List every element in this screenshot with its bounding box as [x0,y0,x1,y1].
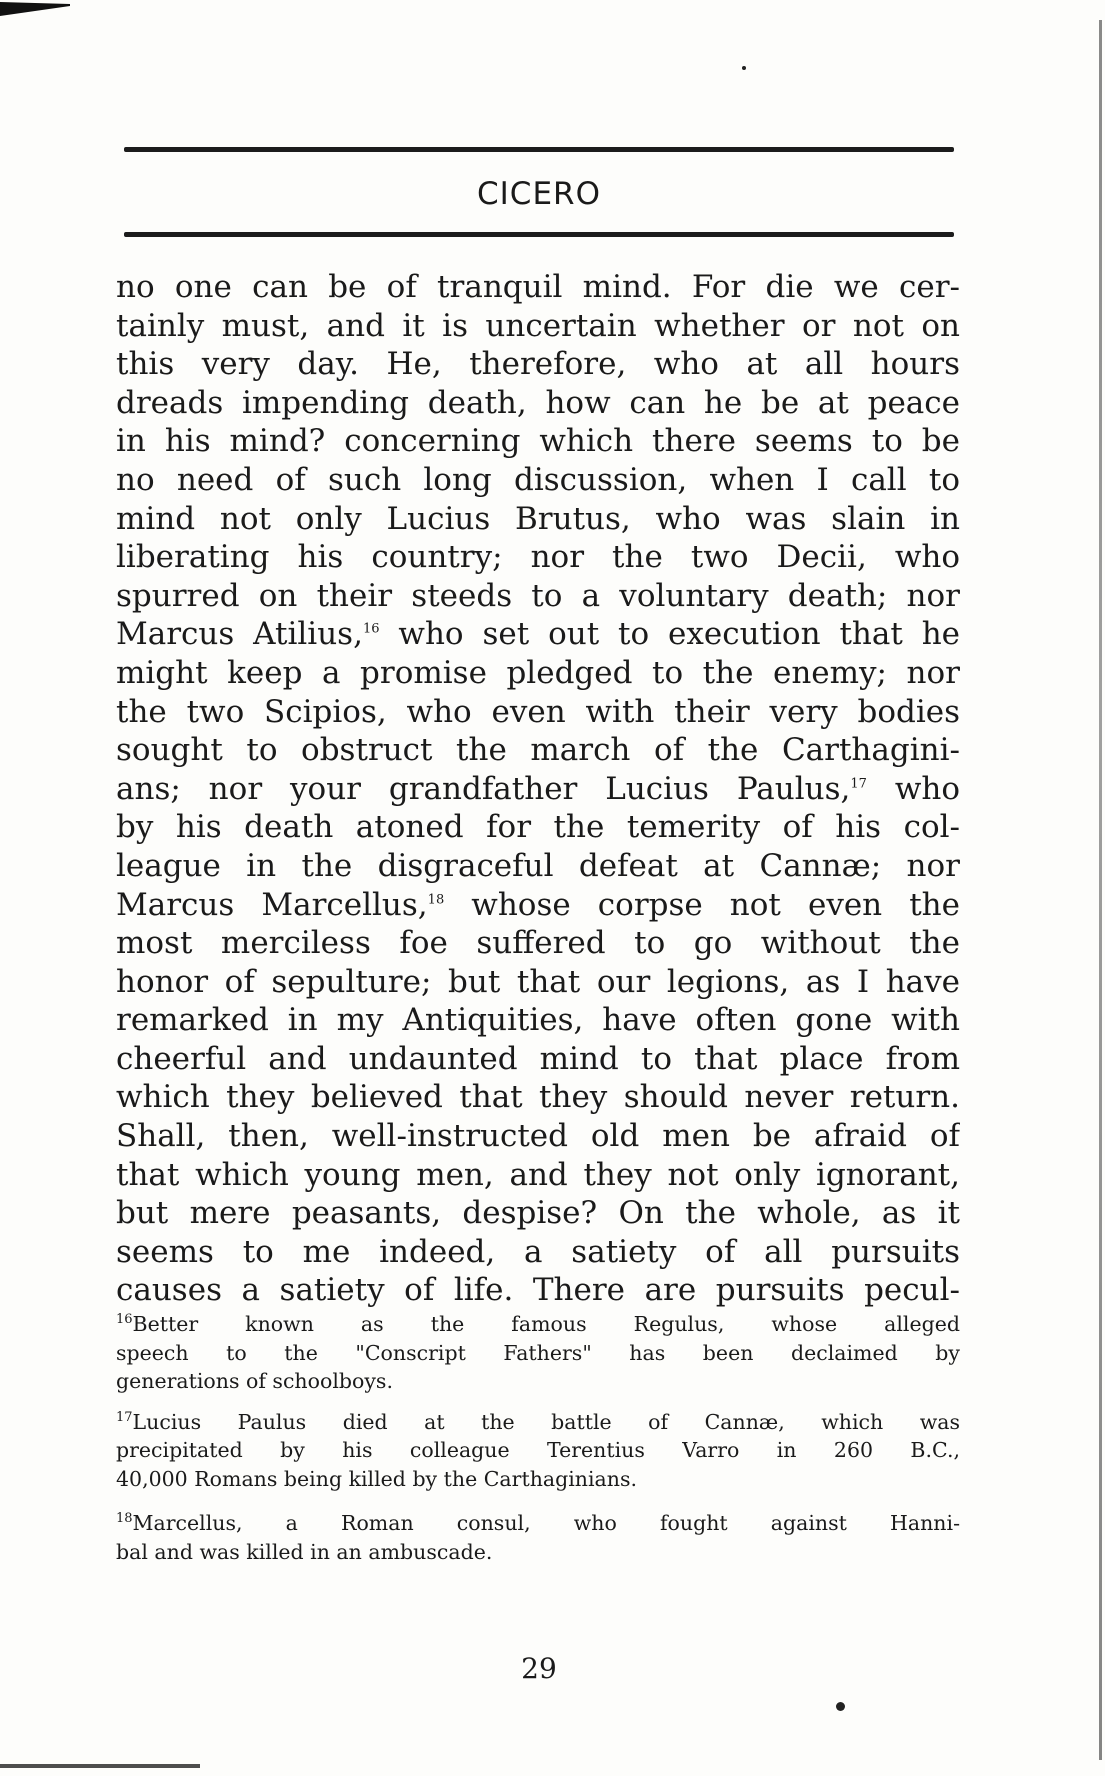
text-line: seems to me indeed, a satiety of all pursuits [116,1233,960,1270]
footnote-line [116,1408,960,1437]
header-top-rule [124,147,954,152]
bottom-edge-shadow [0,1764,200,1768]
footnotes [116,1310,960,1578]
text-line: dreads impending death, how can he be at peace [116,384,960,421]
text-line: tainly must, and it is uncertain whether or not on [116,307,960,344]
header-bottom-rule [124,232,954,237]
text-line [116,770,960,809]
text-line: Shall, then, well-instructed old men be afraid of [116,1118,960,1155]
text-line: mind not only Lucius Brutus, who was slain in [116,500,960,537]
page-number: 29 [521,1652,557,1685]
footnote-line: generations of schoolboys. [116,1369,393,1393]
footnote-ref-16: 16 [362,622,380,638]
text-line [116,886,960,925]
footnote-line: speech to the "Conscript Fathers" has been declaimed by [116,1340,960,1365]
text-line: that which young men, and they not only ignorant, [116,1156,960,1193]
running-header: CICERO [477,176,601,212]
footnote-text: Better known as the famous Regulus, whose alleged [132,1312,960,1336]
footnote-line [116,1310,960,1339]
footnote-text: Marcellus, a Roman consul, who fought against Hanni- [132,1511,960,1535]
text-line-start: ans; nor your grandfather Lucius Paulus, [116,770,851,807]
ink-speck [836,1702,845,1711]
footnote-marker: 18 [116,1511,133,1527]
footnote-ref-18: 18 [427,892,445,908]
ink-speck [742,66,746,70]
page-edge-shadow [1099,20,1102,1760]
footnote-line: precipitated by his colleague Terentius Varro in 260 B.C., [116,1438,960,1462]
footnote-16 [116,1310,960,1396]
text-line: remarked in my Antiquities, have often gone with [116,1002,960,1039]
footnote-text: Lucius Paulus died at the battle of Cannæ, which was [132,1409,960,1434]
footnote-line: 40,000 Romans being killed by the Carthaginians. [116,1466,638,1491]
body-text [116,268,960,1310]
footnote-line [116,1509,960,1538]
ref-name-marcellus: Marcus Marcellus, [116,886,428,923]
text-line: liberating his country; nor the two Decii, who [116,539,960,576]
ref-name-atilius: Marcus Atilius, [116,616,363,653]
text-line: which they believed that they should never return. [116,1079,960,1116]
text-line: league in the disgraceful defeat at Cannæ; nor [116,847,960,884]
text-line: no need of such long discussion, when I call to [116,461,960,498]
footnote-marker: 17 [116,1409,133,1425]
text-line: but mere peasants, despise? On the whole, as it [116,1195,960,1232]
text-line-rest: who set out to execution that he [398,616,960,653]
text-line: causes a satiety of life. There are pursuits pecul- [116,1272,960,1309]
scan-corner-mark [0,2,70,18]
footnote-ref-17: 17 [850,776,867,792]
text-line [116,615,960,654]
footnote-17 [116,1408,960,1494]
text-line: this very day. He, therefore, who at all hours [116,346,960,383]
text-line: honor of sepulture; but that our legions, as I have [116,963,960,1000]
footnote-line: bal and was killed in an ambuscade. [116,1539,493,1564]
footnote-18 [116,1509,960,1566]
text-line: sought to obstruct the march of the Carthagini- [116,732,960,769]
text-line: by his death atoned for the temerity of his col- [116,809,960,846]
text-line: no one can be of tranquil mind. For die we cer- [116,269,960,305]
text-line: most merciless foe suffered to go without the [116,925,960,962]
text-line: the two Scipios, who even with their very bodies [116,693,960,730]
text-line: in his mind? concerning which there seems to be [116,423,960,460]
footnote-marker: 16 [116,1312,133,1328]
text-line: cheerful and undaunted mind to that place from [116,1040,960,1077]
text-line: might keep a promise pledged to the enemy; nor [116,654,960,691]
text-line: spurred on their steeds to a voluntary death; nor [116,577,960,614]
text-line-rest: whose corpse not even the [471,886,960,923]
text-line-rest: who [894,770,960,807]
